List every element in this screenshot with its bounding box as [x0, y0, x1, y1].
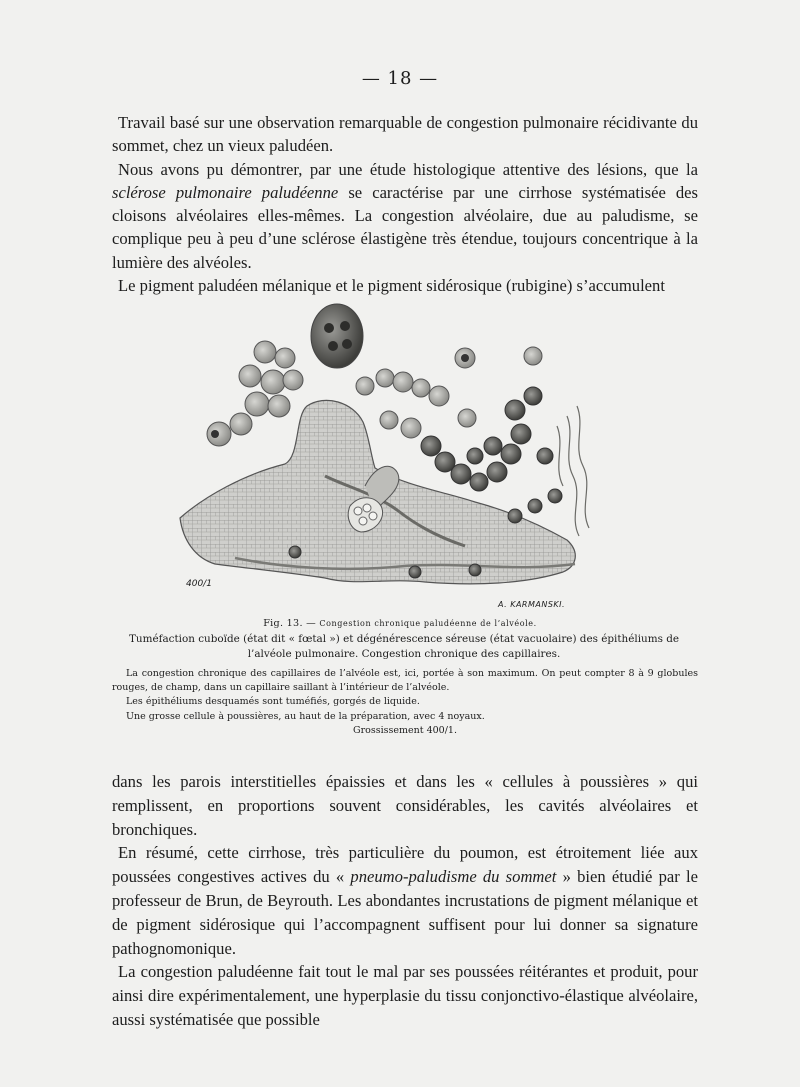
caption-detail-4: Grossissement 400/1.: [353, 724, 457, 736]
figure-caption-main: Tuméfaction cuboïde (état dit « fœtal ») et dégénérescence séreuse (état vacuolaire) des épithéliums de l’alvéole pulmonaire. Congestion chronique des capillaires.: [129, 633, 679, 661]
figure-title: Congestion chronique paludéenne de l’alvéole.: [319, 619, 537, 628]
caption-detail-3: Une grosse cellule à poussières, au haut de la préparation, avec 4 noyaux.: [126, 710, 485, 722]
paragraph-3: Le pigment paludéen mélanique et le pigment sidérosique (rubigine) s’accumulent: [118, 276, 665, 296]
figure-caption-details: [112, 667, 698, 738]
histology-illustration: [175, 296, 610, 608]
scale-label: 400/1: [186, 579, 212, 589]
paragraph-2-italic: sclérose pulmonaire paludéenne: [112, 182, 339, 202]
paragraph-5-end: » bien étudié par le professeur de Brun, de Beyrouth. Les abondantes incrustations de pigment mélanique et de pigment sidérosique qui l’accompagnent suffisent pour lui donner sa signature pathognomonique.: [112, 867, 698, 958]
paragraph-2-start: Nous avons pu démontrer, par une étude histologique attentive des lésions, que la: [118, 159, 698, 179]
paragraph-5: [112, 841, 698, 960]
bottom-text: [112, 770, 698, 1032]
figure-number: Fig. 13. —: [263, 618, 320, 629]
desquamated-cells: [207, 341, 542, 446]
dust-cell: [311, 304, 363, 368]
paragraph-4: dans les parois interstitielles épaissies et dans les « cellules à poussières » qui remplissent, en proportions souvent considérables, les cavités alvéolaires et bronchiques.: [112, 772, 698, 839]
paragraph-5-start: En résumé, cette cirrhose, très particulière du poumon, est étroitement liée aux poussées congestives actives du «: [112, 843, 698, 887]
page-number: — 18 —: [361, 68, 439, 89]
caption-detail-2: Les épithéliums desquamés sont tuméfiés, gorgés de liquide.: [126, 696, 420, 708]
paragraph-1: Travail basé sur une observation remarquable de congestion pulmonaire récidivante du sommet, chez un vieux paludéen.: [112, 113, 698, 156]
illustrator-signature: A. KARMANSKI.: [498, 600, 566, 609]
paragraph-5-italic: pneumo-paludisme du sommet: [350, 867, 557, 887]
figure-caption-title: [0, 618, 800, 629]
paragraph-6: La congestion paludéenne fait tout le mal par ses poussées réitérantes et produit, pour ainsi dire expérimentalement, une hyperplasie du tissu conjonctivo-élastique alvéolaire, aussi systématisée que possible: [112, 962, 698, 1029]
top-text: [112, 111, 698, 297]
paragraph-2-end: se caractérise par une cirrhose systématisée des cloisons alvéolaires elles-mêmes. La congestion alvéolaire, due au paludisme, se complique peu à peu d’une sclérose élastigène très étendue, toujours concentrique à la lumière des alvéoles.: [112, 182, 698, 272]
elastic-fibers: [557, 406, 589, 536]
caption-detail-1: La congestion chronique des capillaires de l’alvéole est, ici, portée à son maximum. On peut compter 8 à 9 globules rouges, de champ, dans un capillaire saillant à l’intérieur de l’alvéole.: [112, 668, 698, 694]
paragraph-2: [112, 158, 698, 274]
